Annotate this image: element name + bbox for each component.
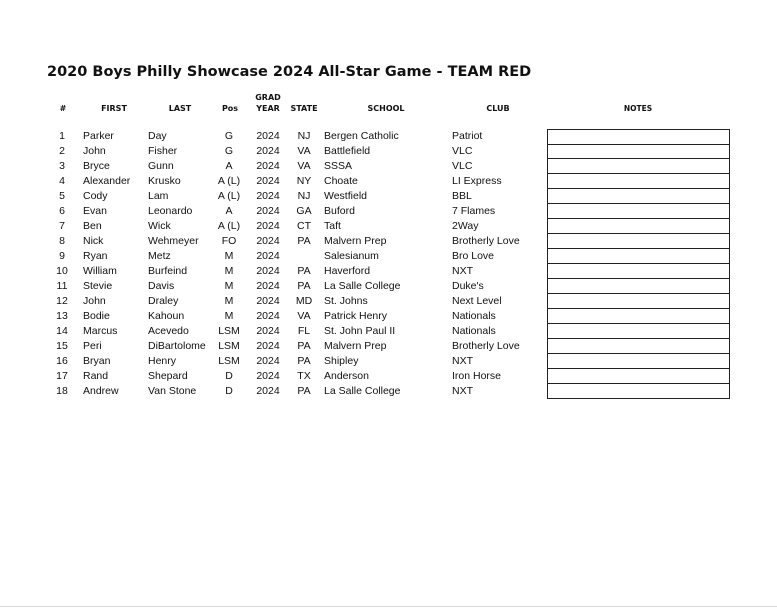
notes-cell[interactable]: [547, 159, 730, 174]
cell-first: Nick: [83, 235, 104, 247]
cell-num: 14: [56, 325, 68, 337]
cell-state: PA: [297, 235, 311, 247]
cell-club: Duke's: [452, 280, 484, 292]
cell-state: VA: [297, 160, 311, 172]
cell-year: 2024: [256, 220, 280, 232]
page-edge-divider: [0, 606, 777, 607]
cell-year: 2024: [256, 145, 280, 157]
cell-club: BBL: [452, 190, 472, 202]
cell-pos: D: [225, 370, 233, 382]
cell-num: 12: [56, 295, 68, 307]
cell-school: Patrick Henry: [324, 310, 388, 322]
cell-year: 2024: [256, 370, 280, 382]
cell-first: Parker: [83, 130, 114, 142]
cell-club: NXT: [452, 355, 473, 367]
cell-school: Anderson: [324, 370, 369, 382]
cell-school: St. Johns: [324, 295, 368, 307]
cell-num: 3: [59, 160, 65, 172]
cell-club: Nationals: [452, 310, 496, 322]
cell-num: 7: [59, 220, 65, 232]
notes-cell[interactable]: [547, 369, 730, 384]
cell-school: Battlefield: [324, 145, 371, 157]
cell-first: Cody: [83, 190, 108, 202]
cell-year: 2024: [256, 385, 280, 397]
notes-cell[interactable]: [547, 234, 730, 249]
cell-club: NXT: [452, 265, 473, 277]
cell-last: Van Stone: [148, 385, 197, 397]
header-year: YEAR: [256, 104, 280, 113]
cell-pos: LSM: [218, 355, 240, 367]
cell-year: 2024: [256, 130, 280, 142]
cell-num: 18: [56, 385, 68, 397]
notes-cell[interactable]: [547, 189, 730, 204]
cell-state: PA: [297, 355, 311, 367]
notes-cell[interactable]: [547, 174, 730, 189]
cell-school: Malvern Prep: [324, 235, 387, 247]
cell-pos: A (L): [217, 190, 241, 202]
cell-year: 2024: [256, 205, 280, 217]
cell-num: 2: [59, 145, 65, 157]
cell-year: 2024: [256, 295, 280, 307]
cell-school: La Salle College: [324, 280, 401, 292]
cell-state: PA: [297, 265, 311, 277]
cell-first: Alexander: [83, 175, 131, 187]
cell-last: Leonardo: [148, 205, 193, 217]
notes-cell[interactable]: [547, 219, 730, 234]
cell-school: Buford: [324, 205, 355, 217]
header-first: FIRST: [101, 104, 127, 113]
cell-num: 9: [59, 250, 65, 262]
cell-pos: M: [224, 295, 234, 307]
cell-club: VLC: [452, 145, 473, 157]
cell-club: Iron Horse: [452, 370, 502, 382]
cell-num: 4: [59, 175, 65, 187]
header-notes: NOTES: [623, 104, 653, 113]
notes-cell[interactable]: [547, 309, 730, 324]
cell-last: Acevedo: [148, 325, 189, 337]
cell-school: La Salle College: [324, 385, 401, 397]
cell-state: TX: [297, 370, 311, 382]
cell-first: Bryan: [83, 355, 111, 367]
cell-last: Lam: [148, 190, 169, 202]
cell-club: NXT: [452, 385, 473, 397]
cell-year: 2024: [256, 355, 280, 367]
page-title: 2020 Boys Philly Showcase 2024 All-Star Game - TEAM RED: [47, 64, 532, 80]
cell-pos: M: [224, 310, 234, 322]
cell-club: Bro Love: [452, 250, 495, 262]
cell-first: Bryce: [83, 160, 110, 172]
header-club: CLUB: [486, 104, 510, 113]
header-state: STATE: [290, 104, 318, 113]
cell-last: Henry: [148, 355, 177, 367]
cell-club: Nationals: [452, 325, 496, 337]
cell-state: PA: [297, 340, 311, 352]
cell-first: Andrew: [83, 385, 119, 397]
notes-cell[interactable]: [547, 324, 730, 339]
cell-state: CT: [297, 220, 311, 232]
cell-num: 13: [56, 310, 68, 322]
cell-school: Haverford: [324, 265, 371, 277]
notes-cell[interactable]: [547, 294, 730, 309]
cell-pos: A (L): [217, 220, 241, 232]
cell-school: St. John Paul II: [324, 325, 396, 337]
cell-num: 16: [56, 355, 68, 367]
cell-pos: A: [225, 205, 233, 217]
header-last: LAST: [168, 104, 192, 113]
cell-year: 2024: [256, 235, 280, 247]
cell-state: VA: [297, 145, 311, 157]
cell-first: Rand: [83, 370, 109, 382]
cell-pos: A: [225, 160, 233, 172]
notes-cell[interactable]: [547, 144, 730, 159]
notes-cell[interactable]: [547, 384, 730, 399]
cell-num: 11: [56, 280, 68, 292]
cell-first: William: [83, 265, 117, 277]
cell-year: 2024: [256, 325, 280, 337]
cell-last: Metz: [148, 250, 171, 262]
cell-pos: M: [224, 280, 234, 292]
cell-club: Patriot: [452, 130, 483, 142]
cell-first: John: [83, 145, 106, 157]
cell-school: Bergen Catholic: [324, 130, 399, 142]
cell-last: Wehmeyer: [148, 235, 199, 247]
cell-club: Brotherly Love: [452, 340, 520, 352]
cell-last: DiBartolome: [148, 340, 206, 352]
cell-last: Draley: [148, 295, 179, 307]
cell-last: Shepard: [148, 370, 188, 382]
cell-school: Choate: [324, 175, 358, 187]
cell-state: GA: [296, 205, 312, 217]
cell-state: PA: [297, 280, 311, 292]
cell-state: FL: [297, 325, 311, 337]
cell-first: Stevie: [83, 280, 113, 292]
cell-state: VA: [297, 310, 311, 322]
cell-last: Davis: [148, 280, 175, 292]
cell-school: Westfield: [324, 190, 367, 202]
cell-first: John: [83, 295, 106, 307]
cell-year: 2024: [256, 160, 280, 172]
cell-last: Wick: [148, 220, 171, 232]
notes-cell[interactable]: [547, 249, 730, 264]
cell-year: 2024: [256, 340, 280, 352]
cell-pos: FO: [221, 235, 237, 247]
cell-num: 8: [59, 235, 65, 247]
cell-club: VLC: [452, 160, 473, 172]
cell-year: 2024: [256, 280, 280, 292]
cell-first: Evan: [83, 205, 107, 217]
notes-cell[interactable]: [547, 129, 730, 145]
cell-club: Next Level: [452, 295, 502, 307]
cell-pos: M: [224, 250, 234, 262]
cell-pos: A (L): [217, 175, 241, 187]
cell-num: 15: [56, 340, 68, 352]
cell-year: 2024: [256, 175, 280, 187]
cell-state: NJ: [297, 130, 311, 142]
notes-cell[interactable]: [547, 279, 730, 294]
header-school: SCHOOL: [367, 104, 405, 113]
header-num: #: [59, 104, 67, 113]
cell-pos: G: [224, 130, 234, 142]
notes-cell[interactable]: [547, 264, 730, 279]
cell-pos: LSM: [218, 325, 240, 337]
cell-num: 6: [59, 205, 65, 217]
cell-last: Fisher: [148, 145, 178, 157]
notes-cell[interactable]: [547, 204, 730, 219]
cell-state: NY: [296, 175, 312, 187]
cell-school: Taft: [324, 220, 341, 232]
cell-first: Ryan: [83, 250, 108, 262]
cell-school: Malvern Prep: [324, 340, 387, 352]
cell-last: Gunn: [148, 160, 174, 172]
cell-first: Marcus: [83, 325, 118, 337]
cell-first: Bodie: [83, 310, 110, 322]
cell-last: Burfeind: [148, 265, 188, 277]
cell-year: 2024: [256, 265, 280, 277]
cell-school: Shipley: [324, 355, 359, 367]
cell-state: NJ: [297, 190, 311, 202]
cell-num: 1: [59, 130, 65, 142]
cell-num: 10: [56, 265, 68, 277]
cell-club: 7 Flames: [452, 205, 496, 217]
cell-pos: LSM: [218, 340, 240, 352]
notes-cell[interactable]: [547, 339, 730, 354]
cell-last: Krusko: [148, 175, 181, 187]
cell-num: 5: [59, 190, 65, 202]
cell-num: 17: [56, 370, 68, 382]
cell-first: Ben: [83, 220, 102, 232]
cell-club: LI Express: [452, 175, 502, 187]
header-pos: Pos: [221, 104, 239, 113]
header-grad: GRAD: [255, 93, 281, 102]
cell-year: 2024: [256, 190, 280, 202]
cell-state: MD: [295, 295, 313, 307]
cell-last: Day: [148, 130, 167, 142]
cell-pos: D: [225, 385, 233, 397]
cell-last: Kahoun: [148, 310, 185, 322]
cell-year: 2024: [256, 310, 280, 322]
cell-first: Peri: [83, 340, 102, 352]
cell-pos: M: [224, 265, 234, 277]
cell-school: Salesianum: [324, 250, 379, 262]
cell-state: PA: [297, 385, 311, 397]
cell-year: 2024: [256, 250, 280, 262]
cell-club: Brotherly Love: [452, 235, 520, 247]
cell-school: SSSA: [324, 160, 353, 172]
cell-pos: G: [224, 145, 234, 157]
cell-club: 2Way: [452, 220, 479, 232]
notes-cell[interactable]: [547, 354, 730, 369]
